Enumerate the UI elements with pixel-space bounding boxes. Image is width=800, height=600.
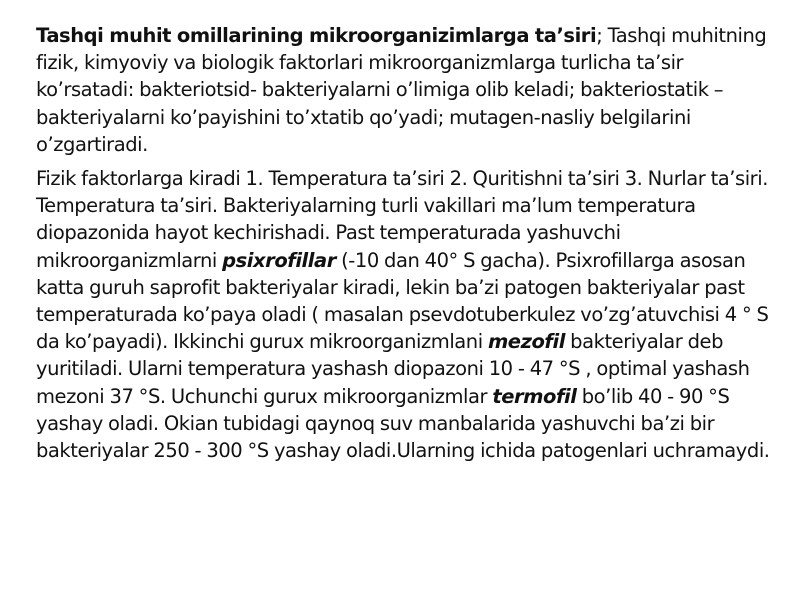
physical-factors-text-3: bakteriyalar deb yuritiladi. Ularni temperatura yashash diopazoni 10 - 47 °S , optimal yashash mezoni 37 °S. Uchunchi gurux mikroorganizmlar [36,330,750,408]
physical-factors-text-1: Fizik faktorlarga kiradi 1. Temperatura ta’siri 2. Quritishni ta’siri 3. Nurlar ta’siri. Temperatura ta’siri. Bakteriyalarning turli vakillari ma’lum temperatura diopazonida hayot kechirishadi. Past temperaturada yashuvchi mikroorganizmlarni [36,167,768,272]
term-psychrophiles: psixrofillar [222,248,336,272]
term-mesophile: mezofil [487,330,565,354]
paragraph-physical-factors [36,165,772,464]
physical-factors-text-2: (-10 dan 40° S gacha). Psixrofillarga asosan katta guruh saprofit bakteriyalar kiradi, lekin ba’zi patogen bakteriyalar past temperaturada ko’paya oladi ( masalan psevdotuberkulez vo’zg’atuvchisi 4 ° S da ko’payadi). Ikkinchi gurux mikroorganizmlani [36,248,769,354]
physical-factors-text-4: bo’lib 40 - 90 °S yashay oladi. Okian tubidagi qaynoq suv manbalarida yashuvchi ba’zi bir bakteriyalar 250 - 300 °S yashay oladi.Ularning ichida patogenlari uchramaydi. [36,384,770,463]
paragraph-intro [36,22,772,158]
intro-heading: Tashqi muhit omillarining mikroorganizimlarga ta’siri [36,24,597,47]
term-thermophile: termofil [492,384,577,408]
intro-text: ; Tashqi muhitning fizik, kimyoviy va biologik faktorlari mikroorganizmlarga turlicha ta’sir ko’rsatadi: bakteriotsid- bakteriyalarni o’limiga olib keladi; bakteriostatik – bakteriyalarni ko’payishini to’xtatib qo’yadi; mutagen-nasliy belgilarini o’zgartiradi. [36,24,767,156]
